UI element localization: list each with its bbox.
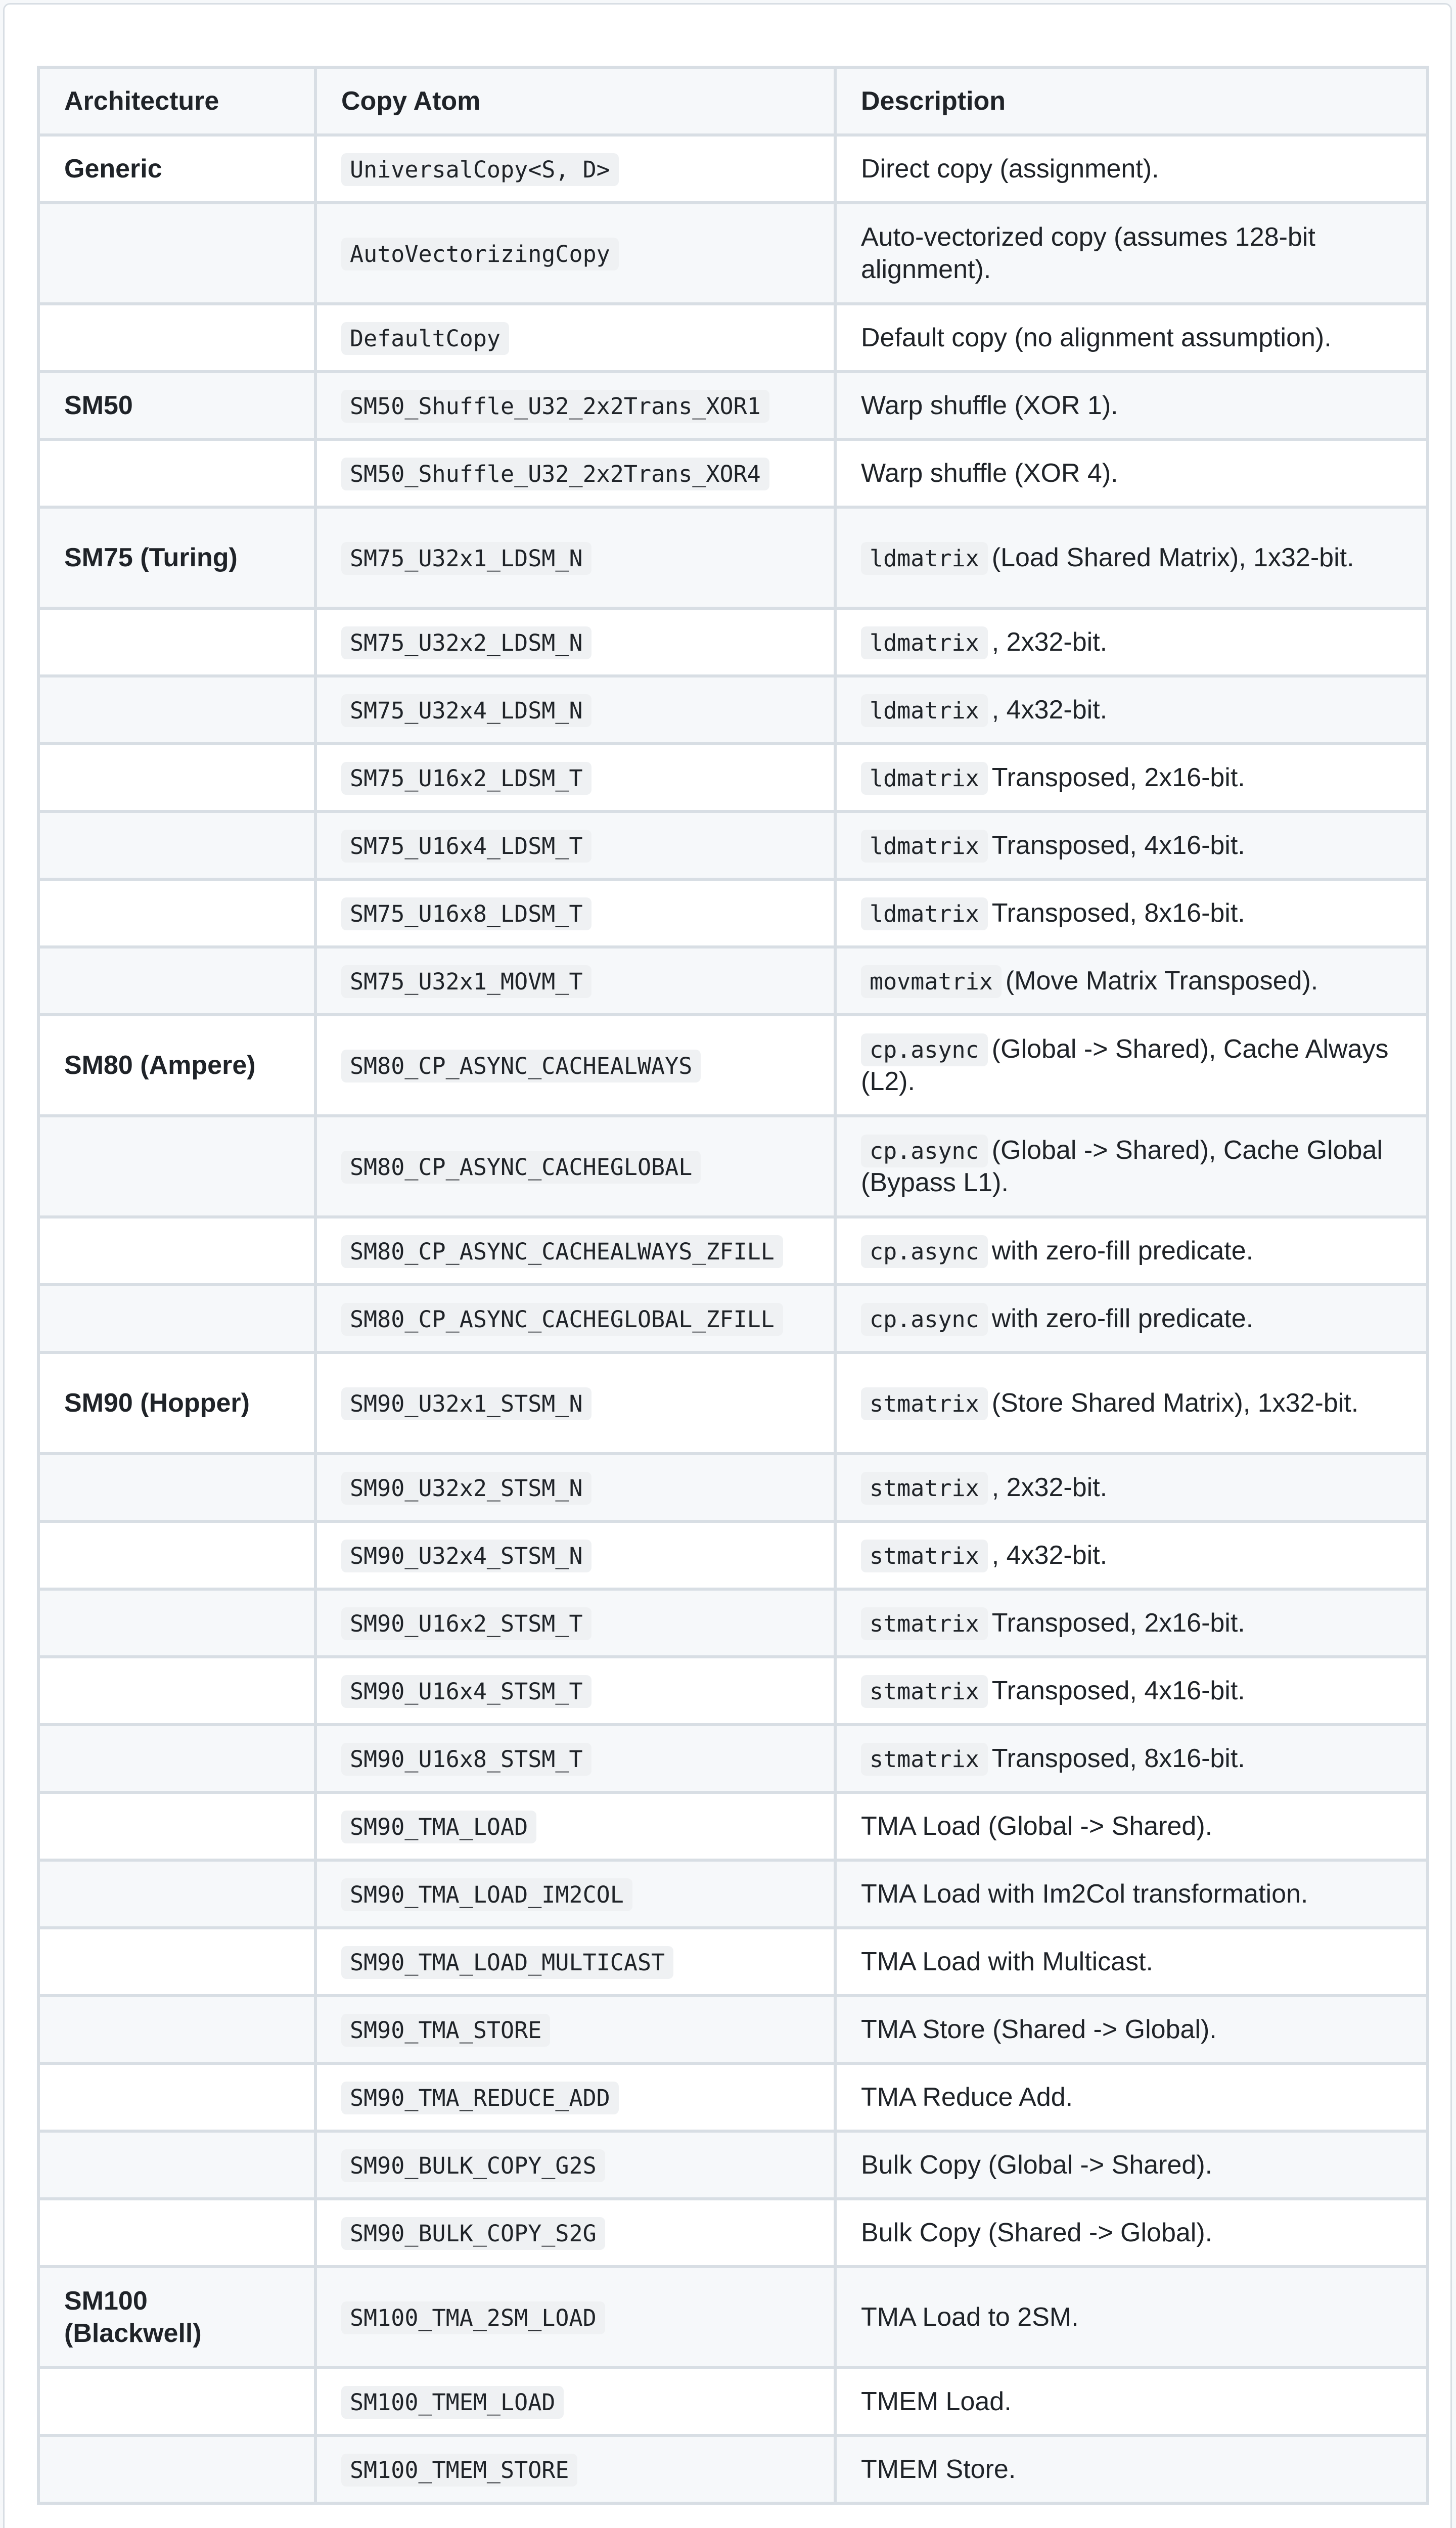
description-text: Warp shuffle (XOR 4). xyxy=(861,459,1118,488)
copy-atom-cell xyxy=(315,1015,835,1116)
description-text: Transposed, 2x16-bit. xyxy=(991,763,1245,792)
description-text: Transposed, 4x16-bit. xyxy=(991,831,1245,860)
copy-atom-code: SM90_U16x8_STSM_T xyxy=(341,1743,592,1776)
description-cell xyxy=(835,1454,1428,1521)
architecture-cell xyxy=(38,304,315,372)
architecture-cell xyxy=(38,203,315,304)
architecture-cell xyxy=(38,2368,315,2435)
copy-atom-code: SM80_CP_ASYNC_CACHEGLOBAL_ZFILL xyxy=(341,1303,783,1336)
copy-atom-cell xyxy=(315,439,835,507)
copy-atom-code: SM90_U32x1_STSM_N xyxy=(341,1387,592,1420)
copy-atom-code: SM90_TMA_STORE xyxy=(341,2014,550,2047)
description-cell xyxy=(835,439,1428,507)
table-row xyxy=(38,1725,1428,1792)
architecture-cell xyxy=(38,947,315,1015)
description-text: (Store Shared Matrix), 1x32-bit. xyxy=(991,1388,1359,1418)
table-row xyxy=(38,1454,1428,1521)
description-text: Bulk Copy (Shared -> Global). xyxy=(861,2218,1213,2247)
architecture-cell xyxy=(38,2199,315,2267)
table-row xyxy=(38,1657,1428,1725)
table-row xyxy=(38,1928,1428,1996)
copy-atom-code: SM50_Shuffle_U32_2x2Trans_XOR4 xyxy=(341,458,769,490)
description-cell xyxy=(835,1589,1428,1657)
description-text: Bulk Copy (Global -> Shared). xyxy=(861,2150,1213,2180)
description-text: Auto-vectorized copy (assumes 128-bit alignment). xyxy=(861,222,1315,284)
table-row xyxy=(38,947,1428,1015)
copy-atom-code: SM90_U16x4_STSM_T xyxy=(341,1675,592,1708)
architecture-cell: SM80 (Ampere) xyxy=(38,1015,315,1116)
copy-atom-cell xyxy=(315,1589,835,1657)
table-row xyxy=(38,2368,1428,2435)
copy-atom-cell xyxy=(315,2267,835,2368)
description-cell xyxy=(835,1285,1428,1352)
description-text: TMEM Load. xyxy=(861,2387,1012,2416)
architecture-cell xyxy=(38,2131,315,2199)
description-cell xyxy=(835,1657,1428,1725)
copy-atom-cell xyxy=(315,1792,835,1860)
instruction-code: stmatrix xyxy=(861,1472,988,1505)
description-cell xyxy=(835,507,1428,608)
copy-atom-code: SM75_U16x2_LDSM_T xyxy=(341,762,592,795)
copy-atom-cell xyxy=(315,811,835,879)
description-text: TMA Load with Im2Col transformation. xyxy=(861,1879,1308,1909)
architecture-cell: Generic xyxy=(38,135,315,203)
table-row xyxy=(38,507,1428,608)
table-row xyxy=(38,1792,1428,1860)
table-row xyxy=(38,1860,1428,1928)
copy-atom-cell xyxy=(315,1352,835,1454)
instruction-code: stmatrix xyxy=(861,1387,988,1420)
copy-atom-code: SM90_BULK_COPY_G2S xyxy=(341,2149,605,2182)
architecture-cell xyxy=(38,1792,315,1860)
instruction-code: cp.async xyxy=(861,1135,988,1167)
description-text: Transposed, 8x16-bit. xyxy=(991,898,1245,928)
copy-atom-code: SM75_U32x2_LDSM_N xyxy=(341,626,592,659)
architecture-cell: SM100 (Blackwell) xyxy=(38,2267,315,2368)
instruction-code: stmatrix xyxy=(861,1743,988,1776)
table-row xyxy=(38,1116,1428,1217)
copy-atom-cell xyxy=(315,1217,835,1285)
description-cell xyxy=(835,879,1428,947)
copy-atom-cell xyxy=(315,372,835,439)
table-row xyxy=(38,1217,1428,1285)
instruction-code: ldmatrix xyxy=(861,762,988,795)
architecture-cell xyxy=(38,879,315,947)
table-header xyxy=(38,67,1428,135)
copy-atom-code: AutoVectorizingCopy xyxy=(341,238,619,270)
table-body xyxy=(38,135,1428,2503)
architecture-cell xyxy=(38,2063,315,2131)
description-cell xyxy=(835,2267,1428,2368)
instruction-code: cp.async xyxy=(861,1303,988,1336)
description-text: TMEM Store. xyxy=(861,2455,1016,2484)
table-row xyxy=(38,608,1428,676)
description-cell xyxy=(835,2368,1428,2435)
description-cell xyxy=(835,1792,1428,1860)
instruction-code: ldmatrix xyxy=(861,897,988,930)
architecture-cell: SM75 (Turing) xyxy=(38,507,315,608)
description-text: TMA Load with Multicast. xyxy=(861,1947,1153,1976)
copy-atom-code: SM90_U32x4_STSM_N xyxy=(341,1540,592,1572)
architecture-cell xyxy=(38,1928,315,1996)
table-row xyxy=(38,1996,1428,2063)
description-cell xyxy=(835,1521,1428,1589)
copy-atom-cell xyxy=(315,1657,835,1725)
copy-atom-cell xyxy=(315,2063,835,2131)
table-row xyxy=(38,1015,1428,1116)
architecture-cell xyxy=(38,2435,315,2503)
table-row xyxy=(38,2131,1428,2199)
table-row xyxy=(38,744,1428,811)
description-cell xyxy=(835,2131,1428,2199)
architecture-cell xyxy=(38,1725,315,1792)
copy-atom-code: SM75_U16x4_LDSM_T xyxy=(341,830,592,863)
copy-atom-code: SM80_CP_ASYNC_CACHEALWAYS_ZFILL xyxy=(341,1235,783,1268)
description-text: , 4x32-bit. xyxy=(991,1541,1108,1570)
table-row xyxy=(38,2267,1428,2368)
copy-atom-cell xyxy=(315,1454,835,1521)
architecture-cell xyxy=(38,1217,315,1285)
instruction-code: ldmatrix xyxy=(861,694,988,727)
copy-atom-code: SM90_U32x2_STSM_N xyxy=(341,1472,592,1505)
description-cell xyxy=(835,304,1428,372)
table-row xyxy=(38,1285,1428,1352)
copy-atom-cell xyxy=(315,2435,835,2503)
instruction-code: cp.async xyxy=(861,1033,988,1066)
architecture-cell xyxy=(38,1860,315,1928)
copy-atom-code: SM75_U32x1_MOVM_T xyxy=(341,965,592,998)
description-text: (Load Shared Matrix), 1x32-bit. xyxy=(991,543,1354,572)
copy-atom-cell xyxy=(315,1521,835,1589)
copy-atom-cell xyxy=(315,1725,835,1792)
copy-atom-cell xyxy=(315,676,835,744)
architecture-cell xyxy=(38,744,315,811)
header-architecture: Architecture xyxy=(38,67,315,135)
copy-atom-cell xyxy=(315,203,835,304)
architecture-cell xyxy=(38,1285,315,1352)
copy-atom-cell xyxy=(315,1860,835,1928)
copy-atom-code: SM75_U16x8_LDSM_T xyxy=(341,897,592,930)
copy-atom-cell xyxy=(315,947,835,1015)
copy-atom-cell xyxy=(315,2368,835,2435)
table-row xyxy=(38,2199,1428,2267)
description-cell xyxy=(835,1217,1428,1285)
description-cell xyxy=(835,1015,1428,1116)
description-text: (Move Matrix Transposed). xyxy=(1005,966,1318,996)
copy-atom-code: SM80_CP_ASYNC_CACHEALWAYS xyxy=(341,1050,701,1082)
table-row xyxy=(38,1352,1428,1454)
architecture-cell xyxy=(38,1657,315,1725)
document-page xyxy=(3,3,1452,2528)
instruction-code: ldmatrix xyxy=(861,542,988,575)
copy-atom-code: SM80_CP_ASYNC_CACHEGLOBAL xyxy=(341,1151,701,1184)
description-text: , 2x32-bit. xyxy=(991,1473,1108,1502)
description-text: Default copy (no alignment assumption). xyxy=(861,323,1332,352)
copy-atom-cell xyxy=(315,507,835,608)
description-text: (Global -> Shared), Cache Always (L2). xyxy=(861,1034,1389,1096)
copy-atom-code: SM90_TMA_LOAD xyxy=(341,1811,536,1843)
header-description: Description xyxy=(835,67,1428,135)
copy-atom-cell xyxy=(315,135,835,203)
description-cell xyxy=(835,676,1428,744)
architecture-cell xyxy=(38,1454,315,1521)
architecture-cell: SM50 xyxy=(38,372,315,439)
table-row xyxy=(38,135,1428,203)
description-cell xyxy=(835,2063,1428,2131)
copy-atom-code: SM90_TMA_LOAD_MULTICAST xyxy=(341,1946,673,1979)
instruction-code: ldmatrix xyxy=(861,830,988,863)
copy-atom-cell xyxy=(315,2199,835,2267)
copy-atom-code: SM75_U32x4_LDSM_N xyxy=(341,694,592,727)
copy-atom-cell xyxy=(315,1116,835,1217)
copy-atom-code: SM90_U16x2_STSM_T xyxy=(341,1607,592,1640)
description-text: TMA Store (Shared -> Global). xyxy=(861,2015,1217,2044)
table-row xyxy=(38,879,1428,947)
architecture-cell xyxy=(38,1996,315,2063)
copy-atom-code: SM90_TMA_REDUCE_ADD xyxy=(341,2082,619,2114)
description-cell xyxy=(835,372,1428,439)
instruction-code: stmatrix xyxy=(861,1675,988,1708)
table-row xyxy=(38,372,1428,439)
copy-atoms-table xyxy=(37,66,1429,2505)
copy-atom-cell xyxy=(315,1285,835,1352)
architecture-cell xyxy=(38,811,315,879)
description-cell xyxy=(835,203,1428,304)
description-text: Direct copy (assignment). xyxy=(861,154,1159,184)
description-text: (Global -> Shared), Cache Global (Bypass L1). xyxy=(861,1136,1383,1197)
description-cell xyxy=(835,811,1428,879)
architecture-cell xyxy=(38,1521,315,1589)
table-row xyxy=(38,304,1428,372)
description-cell xyxy=(835,1928,1428,1996)
copy-atom-cell xyxy=(315,744,835,811)
description-text: TMA Load (Global -> Shared). xyxy=(861,1812,1213,1841)
copy-atom-code: SM75_U32x1_LDSM_N xyxy=(341,542,592,575)
table-row xyxy=(38,1521,1428,1589)
description-text: Transposed, 2x16-bit. xyxy=(991,1608,1245,1638)
description-cell xyxy=(835,135,1428,203)
table-row xyxy=(38,203,1428,304)
copy-atom-code: SM90_BULK_COPY_S2G xyxy=(341,2217,605,2250)
description-cell xyxy=(835,1116,1428,1217)
description-text: with zero-fill predicate. xyxy=(991,1236,1254,1266)
description-text: Transposed, 4x16-bit. xyxy=(991,1676,1245,1705)
description-cell xyxy=(835,608,1428,676)
header-copy-atom: Copy Atom xyxy=(315,67,835,135)
copy-atom-code: SM90_TMA_LOAD_IM2COL xyxy=(341,1878,632,1911)
architecture-cell xyxy=(38,676,315,744)
architecture-cell xyxy=(38,608,315,676)
copy-atom-code: SM100_TMEM_STORE xyxy=(341,2454,577,2487)
description-text: Transposed, 8x16-bit. xyxy=(991,1744,1245,1773)
description-text: TMA Reduce Add. xyxy=(861,2083,1073,2112)
copy-atom-cell xyxy=(315,879,835,947)
description-text: , 2x32-bit. xyxy=(991,627,1108,657)
table-row xyxy=(38,1589,1428,1657)
instruction-code: cp.async xyxy=(861,1235,988,1268)
table-row xyxy=(38,676,1428,744)
architecture-cell xyxy=(38,1116,315,1217)
description-text: , 4x32-bit. xyxy=(991,695,1108,725)
description-text: TMA Load to 2SM. xyxy=(861,2303,1079,2332)
description-cell xyxy=(835,947,1428,1015)
copy-atom-code: SM100_TMA_2SM_LOAD xyxy=(341,2301,605,2334)
description-cell xyxy=(835,2435,1428,2503)
table-row xyxy=(38,2435,1428,2503)
table-row xyxy=(38,811,1428,879)
copy-atom-cell xyxy=(315,608,835,676)
description-text: with zero-fill predicate. xyxy=(991,1304,1254,1333)
copy-atom-cell xyxy=(315,304,835,372)
description-cell xyxy=(835,744,1428,811)
copy-atom-code: SM100_TMEM_LOAD xyxy=(341,2386,564,2419)
copy-atom-code: SM50_Shuffle_U32_2x2Trans_XOR1 xyxy=(341,390,769,423)
description-cell xyxy=(835,1860,1428,1928)
architecture-cell xyxy=(38,1589,315,1657)
description-cell xyxy=(835,1996,1428,2063)
copy-atom-cell xyxy=(315,1996,835,2063)
copy-atom-cell xyxy=(315,2131,835,2199)
copy-atom-cell xyxy=(315,1928,835,1996)
description-cell xyxy=(835,2199,1428,2267)
instruction-code: movmatrix xyxy=(861,965,1002,998)
description-cell xyxy=(835,1725,1428,1792)
architecture-cell xyxy=(38,439,315,507)
instruction-code: stmatrix xyxy=(861,1607,988,1640)
copy-atom-code: DefaultCopy xyxy=(341,322,509,355)
instruction-code: stmatrix xyxy=(861,1540,988,1572)
table-row xyxy=(38,2063,1428,2131)
instruction-code: ldmatrix xyxy=(861,626,988,659)
table-row xyxy=(38,439,1428,507)
description-text: Warp shuffle (XOR 1). xyxy=(861,391,1118,420)
copy-atom-code: UniversalCopy<S, D> xyxy=(341,153,619,186)
description-cell xyxy=(835,1352,1428,1454)
architecture-cell: SM90 (Hopper) xyxy=(38,1352,315,1454)
